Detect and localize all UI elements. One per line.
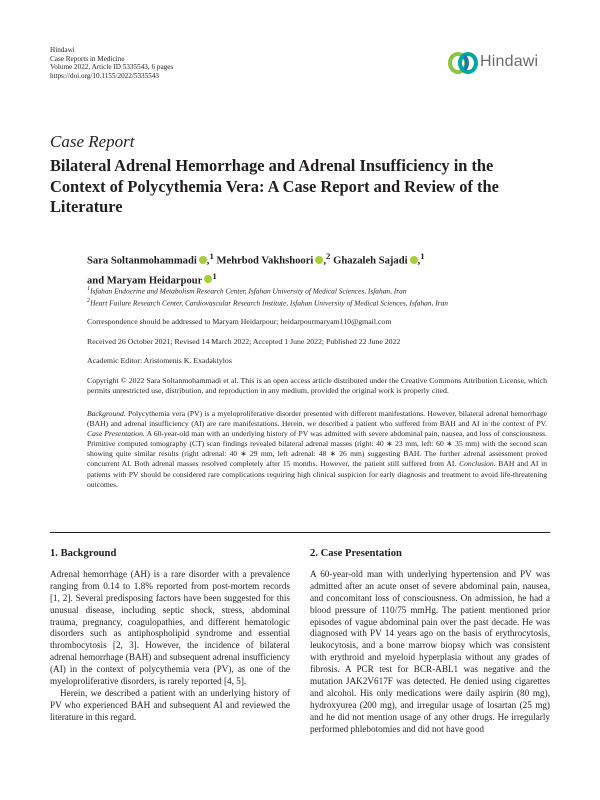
hindawi-logo-icon bbox=[447, 50, 479, 76]
orcid-icon[interactable] bbox=[315, 256, 323, 264]
abstract-case-text: A 60-year-old man with an underlying history of PV was admitted with severe abdominal pain, nausea, and loss of consciousness. Primitive computed tomography (CT) scan findings revealed bilateral adrenal masses (right: 40 ∗ 23 mm, left: 60 ∗ 35 mm) with the second scan showing quite similar results (right adrenal: 40 ∗ 29 mm, left adrenal: 48 ∗ 26 mm) suggesting BAH. The further adrenal assessment proved concurrent AI. Both adrenal masses resolved completely after 15 months. However, the patient still suffered from AI. bbox=[87, 429, 548, 469]
author-affil-sup: 1 bbox=[212, 270, 217, 281]
affiliation-item bbox=[87, 296, 547, 308]
background-section bbox=[50, 548, 290, 724]
section-divider bbox=[50, 532, 550, 533]
abstract bbox=[87, 409, 547, 490]
affiliation-item bbox=[87, 284, 547, 296]
author-name[interactable]: Mehrbod Vakhshoori bbox=[216, 255, 314, 267]
affiliation-number: 2 bbox=[87, 298, 91, 305]
abstract-case-label: Case Presentation. bbox=[87, 429, 145, 439]
author-list: Sara Soltanmohammadi ,$^1$ Mehrbod Vakhshoori ,$^2$ Ghazaleh Sajadi ,$^1$ and Maryam Heidarpour $^1$ bbox=[87, 251, 425, 287]
affiliation-text: Heart Failure Research Center, Cardiovascular Research Institute, Isfahan University of Medical Sciences, Isfahan, Iran bbox=[90, 298, 448, 308]
orcid-icon[interactable] bbox=[410, 256, 418, 264]
correspondence: Correspondence should be addressed to Maryam Heidarpour; heidarpourmaryam110@gmail.com bbox=[87, 317, 392, 326]
article-title: Bilateral Adrenal Hemorrhage and Adrenal Insufficiency in the Context of Polycythemia Vera: A Case Report and Review of the Literature bbox=[50, 156, 499, 216]
doi-link[interactable]: https://doi.org/10.1155/2022/5335543 bbox=[50, 71, 160, 80]
author-affil-sup: 2 bbox=[326, 251, 331, 261]
hindawi-logo-text: Hindawi bbox=[480, 53, 539, 70]
section-heading: 1. Background bbox=[50, 548, 117, 559]
abstract-background-label: Background. bbox=[87, 409, 126, 418]
abstract-conclusion-text: BAH and AI in patients with PV should be considered rare complications requiring high clinical suspicion for early diagnosis and treatment to avoid life-threatening outcomes. bbox=[87, 459, 547, 489]
orcid-icon[interactable] bbox=[199, 256, 207, 264]
academic-editor: Academic Editor: Aristomenis K. Exadaktylos bbox=[87, 356, 232, 365]
article-type: Case Report bbox=[50, 132, 135, 151]
paragraph: Herein, we described a patient with an underlying history of PV who experienced BAH and subsequent AI and reviewed the literature in this regard. bbox=[50, 687, 290, 722]
volume-info: Volume 2022, Article ID 5335543, 6 pages bbox=[50, 63, 174, 72]
copyright-notice: Copyright © 2022 Sara Soltanmohammadi et al. This is an open access article distributed under the Creative Commons Attribution License, which permits unrestricted use, distribution, and reproduction in any medium, provided the original work is properly cited. bbox=[87, 376, 547, 395]
abstract-background-text: Polycythemia vera (PV) is a myeloproliferative disorder presented with different manifestations. However, bilateral adrenal hemorrhage (BAH) and adrenal insufficiency (AI) are rare manifestations. Herein, we described a patient who suffered from BAH and AI in the context of PV. bbox=[87, 409, 547, 429]
hindawi-logo bbox=[447, 50, 553, 78]
journal-info bbox=[50, 46, 173, 80]
author-name[interactable]: Sara Soltanmohammadi bbox=[87, 255, 197, 267]
affiliation-number: 1 bbox=[87, 286, 91, 292]
author-name[interactable]: Maryam Heidarpour bbox=[106, 275, 203, 287]
publisher-name: Hindawi bbox=[50, 46, 75, 54]
affiliations bbox=[87, 284, 547, 309]
case-presentation-section bbox=[310, 548, 550, 736]
abstract-conclusion-label: Conclusion. bbox=[459, 459, 496, 469]
section-heading: 2. Case Presentation bbox=[310, 548, 402, 559]
article-dates: Received 26 October 2021; Revised 14 March 2022; Accepted 1 June 2022; Published 22 June 2022 bbox=[87, 337, 401, 346]
paragraph: Adrenal hemorrhage (AH) is a rare disorder with a prevalence ranging from 0.14 to 1.8% reported from post-mortem records [1, 2]. Several predisposing factors have been suggested for this unusual disease, including septic shock, stress, abdominal trauma, pregnancy, coagulopathies, and different hematologic disorders such as antiphospholipid syndrome and essential thrombocytosis [2, 3]. However, the incidence of bilateral adrenal hemorrhage (BAH) and subsequent adrenal insufficiency (AI) in the context of polycythemia vera (PV), as one of the myeloproliferative disorders, is rarely reported [4, 5]. bbox=[50, 568, 290, 687]
author-affil-sup: 1 bbox=[209, 251, 214, 261]
author-connector: and bbox=[87, 275, 105, 287]
author-name[interactable]: Ghazaleh Sajadi bbox=[333, 255, 408, 267]
author-affil-sup: 1 bbox=[420, 251, 425, 261]
journal-name: Case Reports in Medicine bbox=[50, 54, 125, 63]
affiliation-text: Isfahan Endocrine and Metabolism Research Center, Isfahan University of Medical Sciences, Isfahan, Iran bbox=[90, 286, 407, 296]
paragraph: A 60-year-old man with underlying hypertension and PV was admitted after an acute onset of severe abdominal pain, nausea, and concomitant loss of consciousness. On admission, he had a blood pressure of 110/75 mmHg. The patient mentioned prior episodes of vague abdominal pain over the past decade. He was diagnosed with PV 14 years ago on the basis of erythrocytosis, leukocytosis, and a bone marrow biopsy which was consistent with erythroid and myeloid hyperplasia without any grades of fibrosis. A PCR test for BCR-ABL1 was negative and the mutation JAK2V617F was detected. He denied using cigarettes and alcohol. His only medications were daily aspirin (80 mg), hydroxyurea (200 mg), and irregular usage of losartan (25 mg) and he did not mention usage of any other drugs. He irregularly performed phlebotomies and did not have good bbox=[310, 568, 550, 734]
